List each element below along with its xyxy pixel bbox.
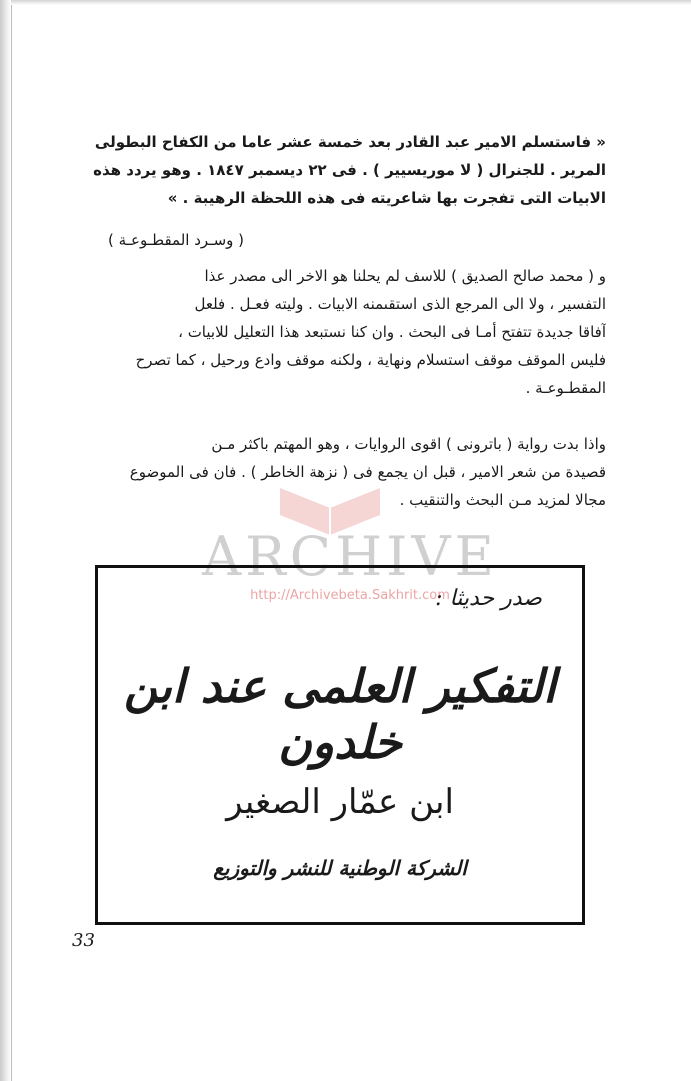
paragraph-line: قصيدة من شعر الامير ، قبل ان يجمع فى ( نزهة الخاطر ) . فان فى الموضوع	[129, 463, 606, 481]
ad-publisher: الشركة الوطنية للنشر والتوزيع	[213, 856, 467, 880]
watermark-url: http://Archivebeta.Sakhrit.com	[250, 588, 450, 603]
paragraph-line: المقطـوعـة .	[525, 379, 606, 397]
paragraph-line: و ( محمد صالح الصديق ) للاسف لم يحلنا هو الاخر الى مصدر عذا	[204, 267, 606, 285]
ad-author: ابن عمّار الصغير	[226, 782, 454, 822]
page-binding-edge	[0, 0, 12, 1081]
page-number: 33	[72, 930, 95, 951]
quote-line: الابيات التى تفجرت بها شاعريته فى هذه اللحظة الرهيبة . »	[167, 189, 606, 207]
quote-line: « فاستسلم الامير عبد القادر بعد خمسة عشر عاما من الكفاح البطولى	[94, 133, 606, 151]
paragraph-line: آفاقا جديدة تتفتح أمـا فى البحث . وان كنا نستبعد هذا التعليل للابيات ،	[178, 323, 606, 341]
page-top-shadow	[11, 0, 691, 5]
ad-intro-text: صدر حديثا :	[435, 586, 542, 611]
paragraph-line: التفسير ، ولا الى المرجع الذى استقىمنه الابيات . وليته فعـل . فلعل	[194, 295, 606, 313]
quote-source	[78, 226, 606, 254]
paragraph-3	[78, 430, 606, 514]
book-advertisement	[95, 565, 585, 925]
quote-line: المرير . للجنرال ( لا موريسيير ) . فى ٢٢ ديسمبر ١٨٤٧ . وهو يردد هذه	[93, 161, 606, 179]
watermark-title: ARCHIVE	[202, 525, 498, 588]
ad-book-title: التفكير العلمى عند ابن خلدون	[124, 659, 556, 769]
paragraph-line: مجالا لمزيد مـن البحث والتنقيب .	[399, 491, 606, 509]
paragraph-line: واذا بدت رواية ( باترونى ) اقوى الروايات ، وهو المهتم باكثر مـن	[211, 435, 606, 453]
quote-source-text: ( وسـرد المقطـوعـة )	[108, 231, 245, 249]
paragraph-2	[78, 262, 606, 402]
quote-paragraph	[78, 128, 606, 212]
paragraph-line: فليس الموقف موقف استسلام ونهاية ، ولكنه موقف وادع ورحيل ، كما تصرح	[135, 351, 606, 369]
